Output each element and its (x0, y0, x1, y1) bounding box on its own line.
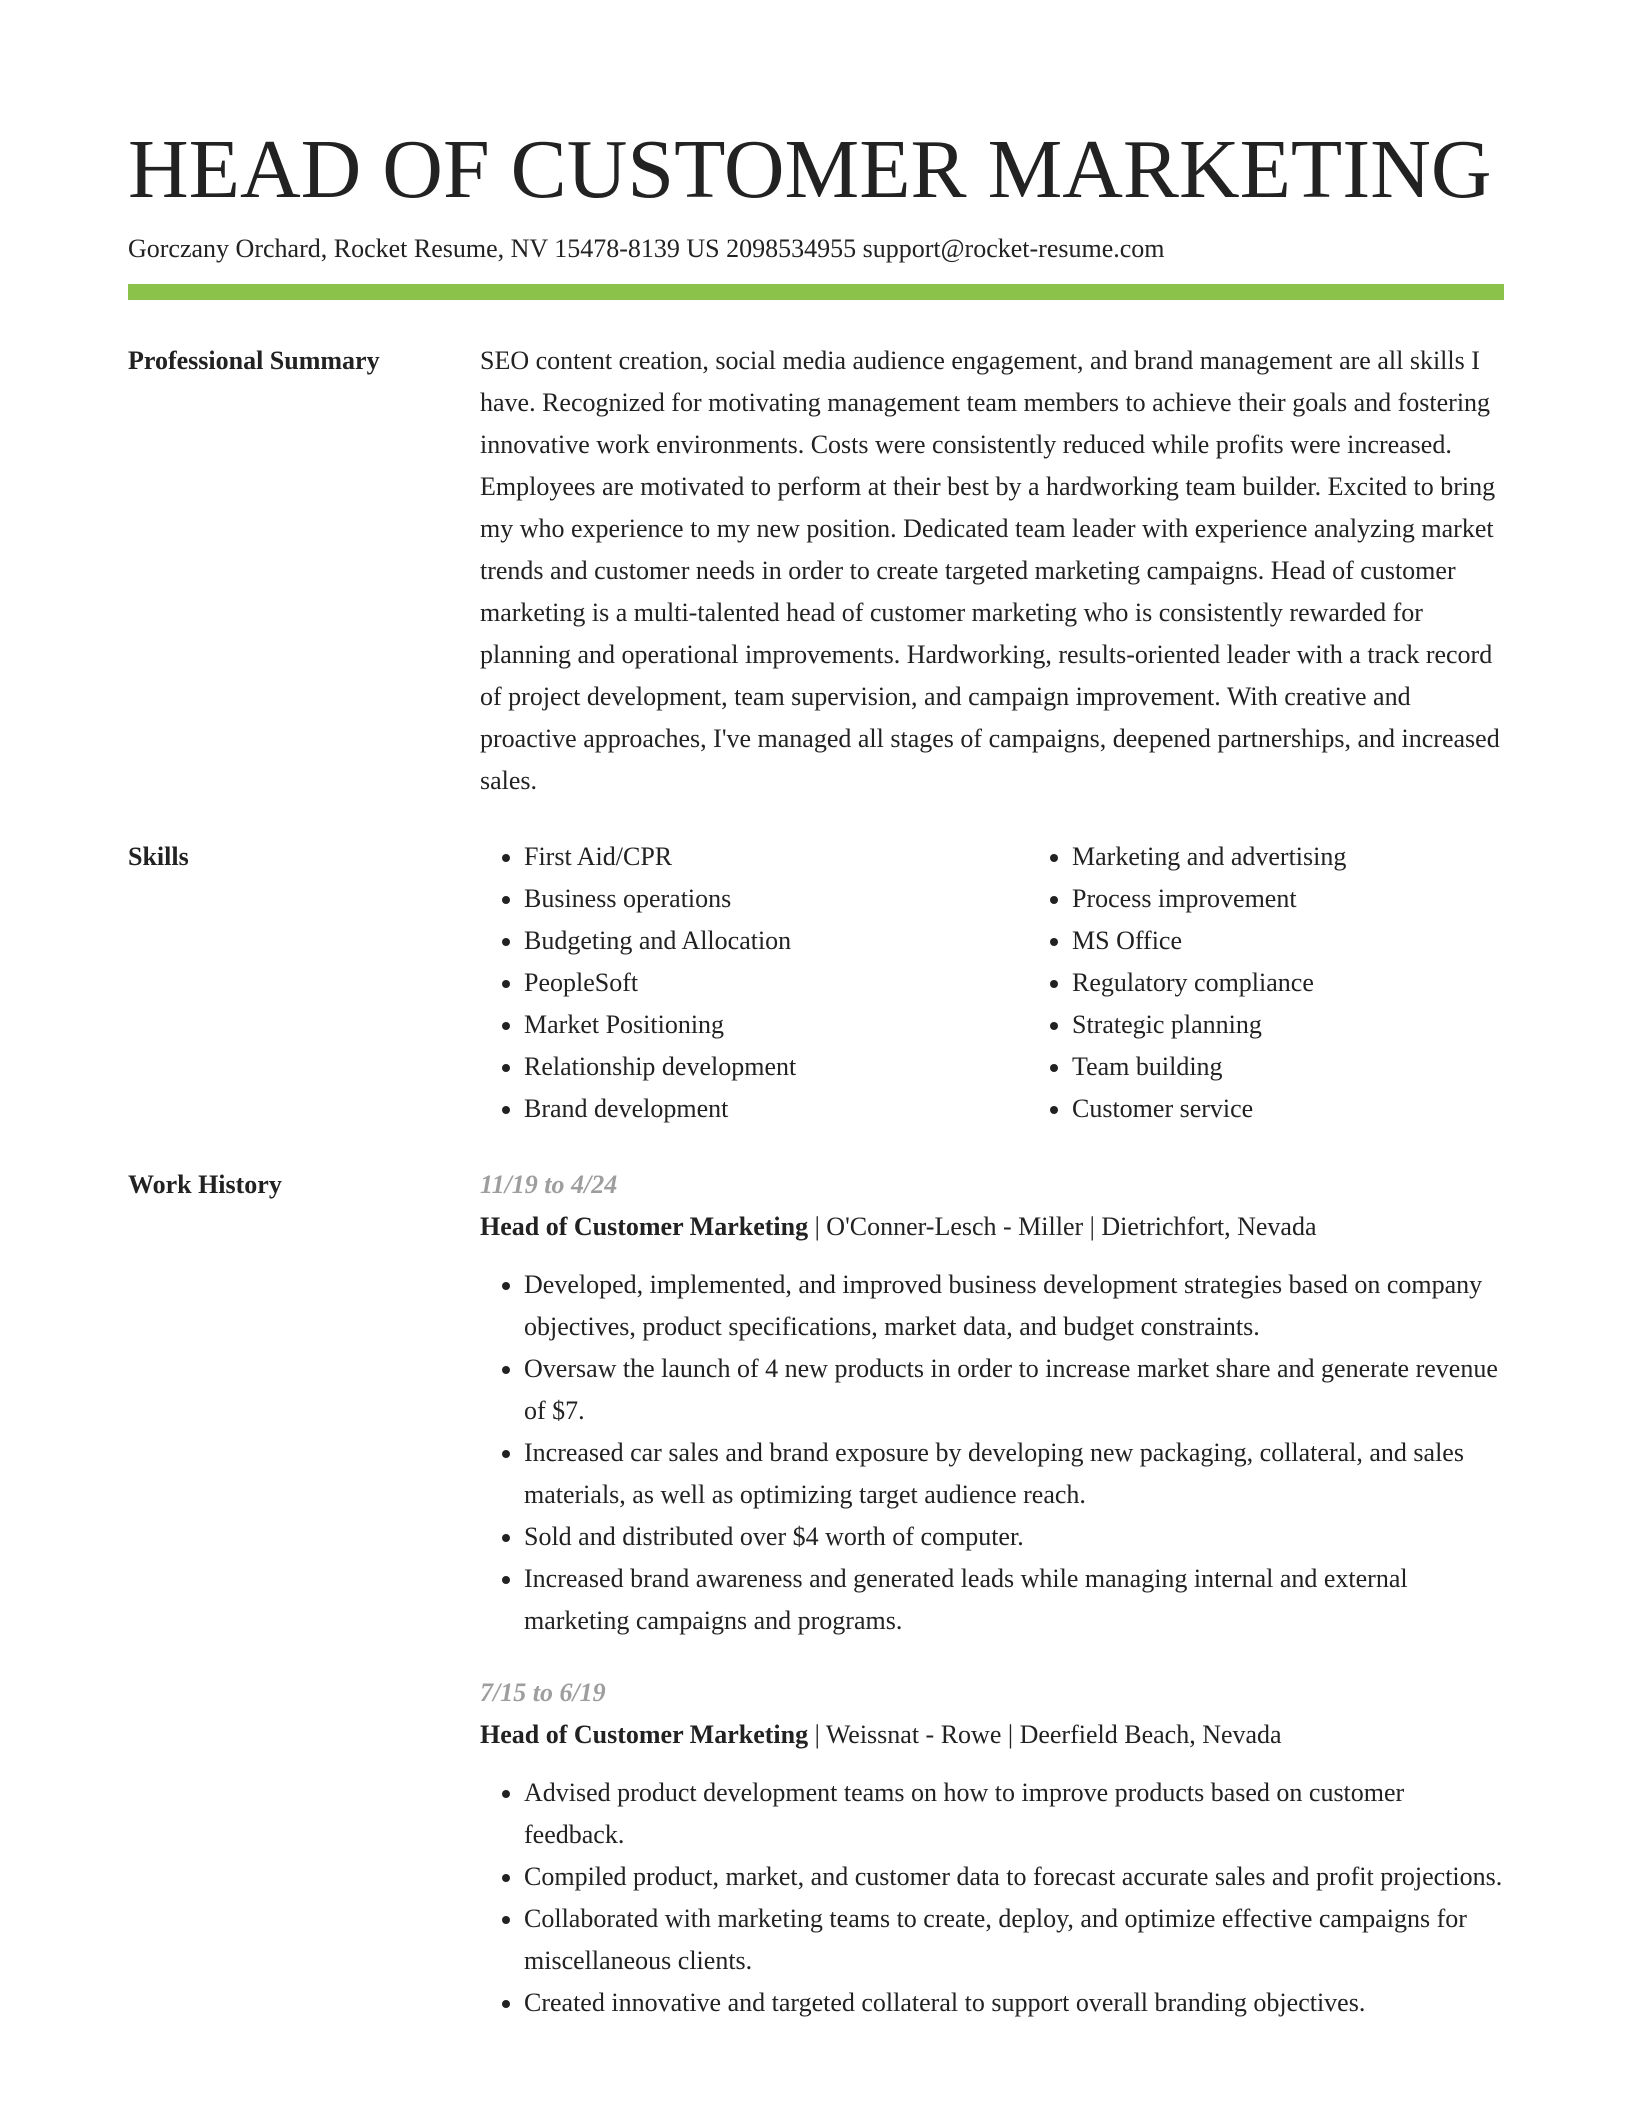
job-bullet: • Advised product development teams on how to improve products based on customer feedback. (524, 1772, 1504, 1856)
work-history-section (128, 1164, 1504, 2024)
skill-item: • Regulatory compliance (1072, 962, 1576, 1004)
skill-item: • Strategic planning (1072, 1004, 1576, 1046)
summary-heading: Professional Summary (128, 346, 380, 375)
skill-item: • PeopleSoft (524, 962, 1028, 1004)
resume-title: HEAD OF CUSTOMER MARKETING (128, 123, 1492, 216)
job-bullet: • Increased car sales and brand exposure by developing new packaging, collateral, and sales materials, as well as optimizing target audience reach. (524, 1432, 1504, 1516)
job-title: Head of Customer Marketing (480, 1212, 809, 1241)
job-dates: 11/19 to 4/24 (480, 1170, 618, 1199)
job-bullet: • Compiled product, market, and customer data to forecast accurate sales and profit projections. (524, 1856, 1504, 1898)
job-bullet: • Created innovative and targeted collateral to support overall branding objectives. (524, 1982, 1504, 2024)
job-header (480, 1206, 1504, 1248)
skill-item: • Marketing and advertising (1072, 836, 1576, 878)
skill-item: • Relationship development (524, 1046, 1028, 1088)
summary-text: SEO content creation, social media audience engagement, and brand management are all skills I have. Recognized for motivating management team members to achieve their goals and fostering innovative work environments. Costs were consistently reduced while profits were increased. Employees are motivated to perform at their best by a hardworking team builder. Excited to bring my who experience to my new position. Dedicated team leader with experience analyzing market trends and customer needs in order to create targeted marketing campaigns. Head of customer marketing is a multi-talented head of customer marketing who is consistently rewarded for planning and operational improvements. Hardworking, results-oriented leader with a track record of project development, team supervision, and campaign improvement. With creative and proactive approaches, I've managed all stages of campaigns, deepened partnerships, and increased sales. (480, 346, 1500, 795)
skill-item: • MS Office (1072, 920, 1576, 962)
skills-heading: Skills (128, 842, 189, 871)
skill-item: • Business operations (524, 878, 1028, 920)
summary-section (128, 340, 1504, 802)
job-details: | O'Conner-Lesch - Miller | Dietrichfort, Nevada (808, 1212, 1317, 1241)
skill-item: • Brand development (524, 1088, 1028, 1130)
resume-page (128, 120, 1504, 2024)
job-bullet-list (480, 1264, 1504, 1642)
job-title: Head of Customer Marketing (480, 1720, 809, 1749)
job-header (480, 1714, 1504, 1756)
contact-line: Gorczany Orchard, Rocket Resume, NV 15478-8139 US 2098534955 support@rocket-resume.com (128, 234, 1165, 263)
job-bullet-list (480, 1772, 1504, 2024)
job-dates: 7/15 to 6/19 (480, 1678, 606, 1707)
job-bullet: • Collaborated with marketing teams to create, deploy, and optimize effective campaigns for miscellaneous clients. (524, 1898, 1504, 1982)
job-details: | Weissnat - Rowe | Deerfield Beach, Nevada (808, 1720, 1282, 1749)
job-entry (480, 1672, 1504, 2024)
job-bullet: • Developed, implemented, and improved business development strategies based on company objectives, product specifications, market data, and budget constraints. (524, 1264, 1504, 1348)
skill-item: • Budgeting and Allocation (524, 920, 1028, 962)
work-history-heading: Work History (128, 1170, 282, 1199)
accent-divider (128, 284, 1504, 300)
job-entry (480, 1164, 1504, 1642)
skills-section (128, 836, 1504, 1130)
skills-list-right (1028, 836, 1576, 1130)
job-bullet: • Sold and distributed over $4 worth of computer. (524, 1516, 1504, 1558)
skill-item: • Process improvement (1072, 878, 1576, 920)
skill-item: • Market Positioning (524, 1004, 1028, 1046)
skill-item: • First Aid/CPR (524, 836, 1028, 878)
skill-item: • Customer service (1072, 1088, 1576, 1130)
job-bullet: • Increased brand awareness and generated leads while managing internal and external marketing campaigns and programs. (524, 1558, 1504, 1642)
skills-list-left (480, 836, 1028, 1130)
skill-item: • Team building (1072, 1046, 1576, 1088)
job-bullet: • Oversaw the launch of 4 new products in order to increase market share and generate revenue of $7. (524, 1348, 1504, 1432)
